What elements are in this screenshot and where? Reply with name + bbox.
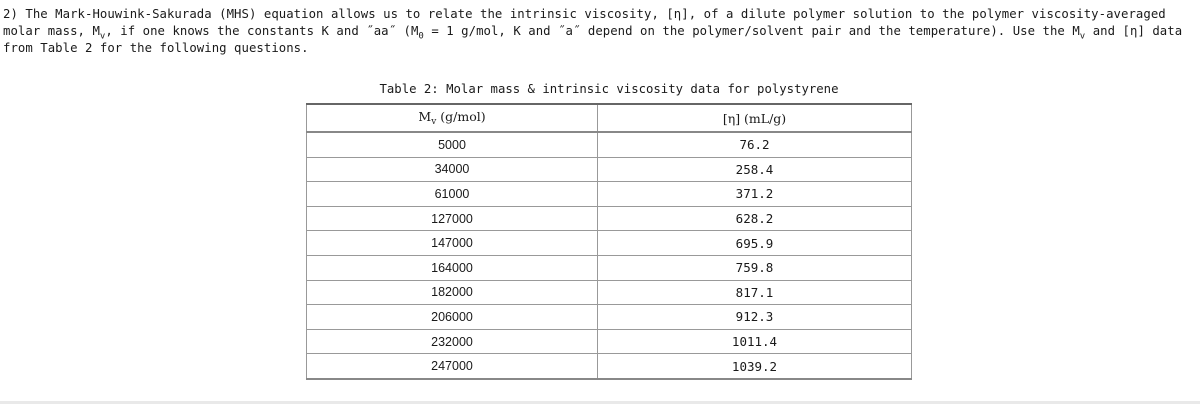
question-sub-v: v — [99, 31, 106, 42]
cell-molar-mass: 127000 — [307, 206, 598, 231]
question-text — [3, 6, 1197, 57]
table-row — [307, 132, 912, 157]
cell-intrinsic-viscosity: 912.3 — [598, 305, 912, 330]
cell-intrinsic-viscosity: 1039.2 — [598, 354, 912, 379]
cell-intrinsic-viscosity: 76.2 — [598, 132, 912, 157]
table-caption: Table 2: Molar mass & intrinsic viscosity data for polystyrene — [379, 82, 839, 96]
table-row — [307, 182, 912, 207]
cell-molar-mass: 5000 — [307, 132, 598, 157]
cell-molar-mass: 247000 — [307, 354, 598, 379]
table-row — [307, 305, 912, 330]
question-part2: , if one knows the constants K and ˝aa˝ (M — [105, 24, 419, 38]
cell-molar-mass: 206000 — [307, 305, 598, 330]
table-row — [307, 255, 912, 280]
cell-intrinsic-viscosity: 258.4 — [598, 157, 912, 182]
cell-intrinsic-viscosity: 695.9 — [598, 231, 912, 256]
data-table — [306, 103, 912, 380]
table-row — [307, 354, 912, 379]
cell-intrinsic-viscosity: 817.1 — [598, 280, 912, 305]
cell-molar-mass: 147000 — [307, 231, 598, 256]
column-header-viscosity: [η] (mL/g) — [598, 104, 912, 132]
cell-intrinsic-viscosity: 371.2 — [598, 182, 912, 207]
column-header-mass: $M_v$ (g/mol) — [307, 104, 598, 132]
cell-intrinsic-viscosity: 759.8 — [598, 255, 912, 280]
question-intro: 2) The Mark-Houwink-Sakurada (MHS) equation allows us to relate the intrinsic viscosity, [η], of a dilute polymer solution to the polymer viscosity-averaged molar mass, M — [3, 7, 1166, 38]
table-row — [307, 280, 912, 305]
cell-intrinsic-viscosity: 628.2 — [598, 206, 912, 231]
table-row — [307, 157, 912, 182]
table-row — [307, 231, 912, 256]
question-sub-0: 0 — [418, 31, 424, 42]
question-part6: and [η] data from Table 2 for the following questions. — [3, 24, 1183, 55]
cell-molar-mass: 34000 — [307, 157, 598, 182]
table-row — [307, 206, 912, 231]
cell-molar-mass: 182000 — [307, 280, 598, 305]
table-header-row — [307, 104, 912, 132]
cell-intrinsic-viscosity: 1011.4 — [598, 329, 912, 354]
table-row — [307, 329, 912, 354]
question-sub-v2: v — [1079, 31, 1086, 42]
cell-molar-mass: 164000 — [307, 255, 598, 280]
cell-molar-mass: 232000 — [307, 329, 598, 354]
table-body — [307, 132, 912, 379]
cell-molar-mass: 61000 — [307, 182, 598, 207]
question-part4: = 1 g/mol, K and ˝a˝ depend on the polymer/solvent pair and the temperature). Use the M — [423, 24, 1080, 38]
